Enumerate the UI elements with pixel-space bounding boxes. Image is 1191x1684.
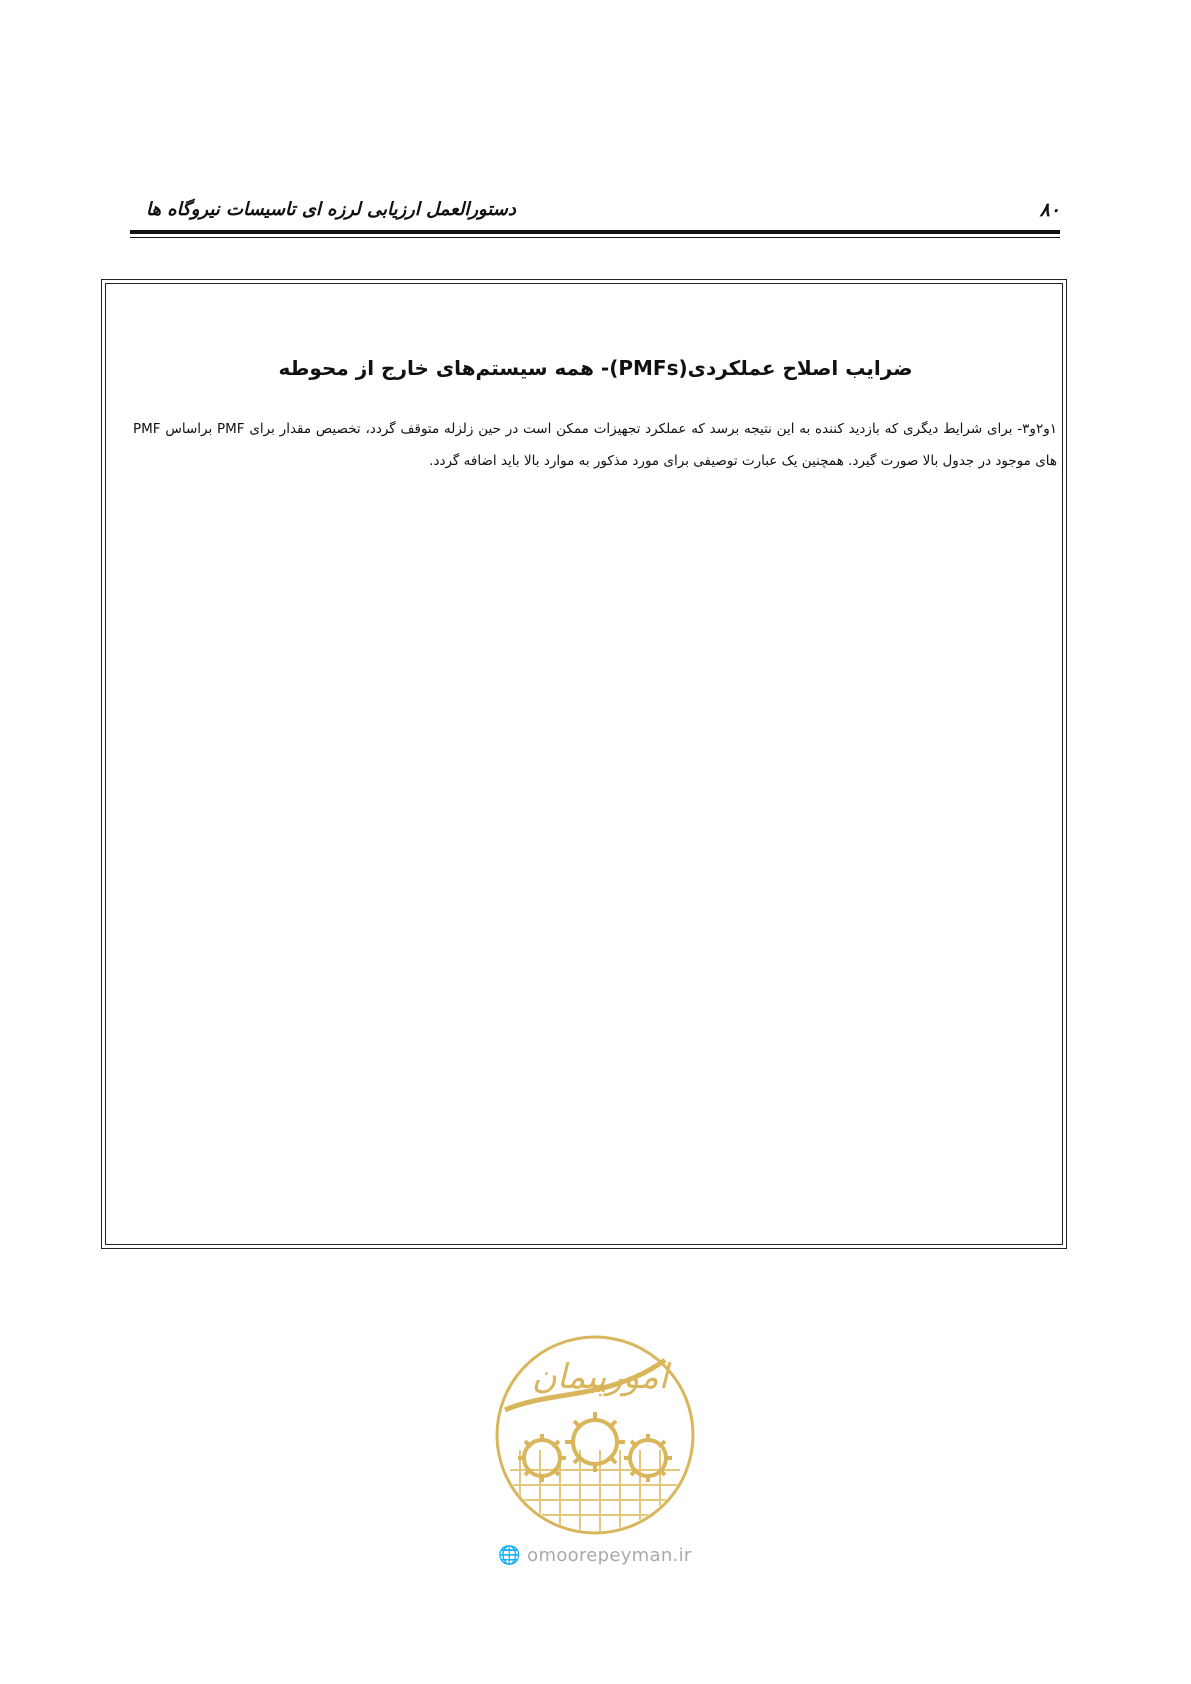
globe-icon: 🌐 bbox=[498, 1545, 522, 1566]
logo-gear-icon-center bbox=[565, 1412, 625, 1472]
note-paragraph: ۱و۲و۳- برای شرایط دیگری که بازدید کننده به این نتیجه برسد که عملکرد تجهیزات ممکن است در حین زلزله متوقف گردد، تخصیص مقدار برای PMF براساس PMF های موجود در جدول بالا صورت گیرد. همچنین یک عبارت توصیفی برای مورد مذکور به موارد بالا باید اضافه گردد. bbox=[133, 421, 1057, 469]
header-rule-thick bbox=[130, 230, 1060, 234]
logo-gear-icon-right bbox=[624, 1434, 672, 1482]
logo-calligraphy: امورپیمان bbox=[531, 1357, 669, 1397]
watermark-site-label: omoorepeyman.ir bbox=[527, 1545, 692, 1566]
header-rule-thin bbox=[130, 237, 1060, 238]
page-number: ۸۰ bbox=[1039, 199, 1060, 221]
watermark-logo bbox=[490, 1330, 700, 1540]
watermark-site bbox=[470, 1545, 720, 1566]
running-title: دستورالعمل ارزیابی لرزه ای تاسیسات نیروگاه ها bbox=[146, 199, 516, 220]
logo-gear-icon-left bbox=[518, 1434, 566, 1482]
section-title: ضرایب اصلاح عملکردی(PMFs)- همه سیستم‌های خارج از محوطه bbox=[278, 356, 913, 380]
